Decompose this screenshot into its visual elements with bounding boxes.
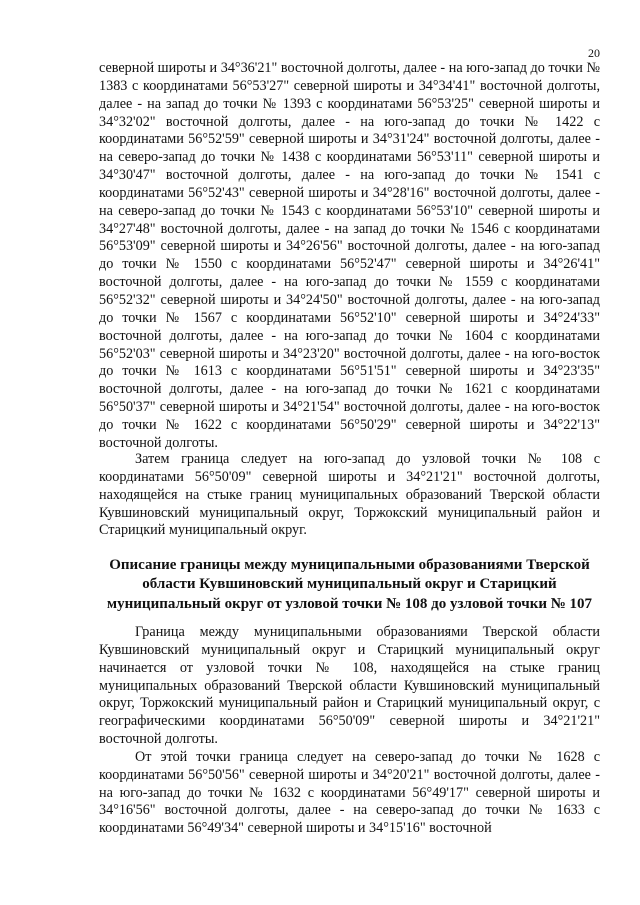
paragraph-boundary-route: От этой точки граница следует на северо-запад до точки № 1628 с координатами 56°50'56" северной широты и 34°20'21" восточной долготы, далее - на юго-запад до точки № 1632 с координатами 56°49'17" северной широты и 34°16'56" восточной долготы, далее - на северо-запад до точки № 1633 с координатами 56°49'34" северной широты и 34°15'16" восточной [99, 748, 600, 837]
body-text-block-3 [99, 624, 600, 838]
paragraph-boundary-start: Граница между муниципальными образованиями Тверской области Кувшиновский муниципальный округ и Старицкий муниципальный округ начинается от узловой точки № 108, находящейся на стыке границ муниципальных образований Тверской области Кувшиновский муниципальный округ, Торжокский муниципальный район и Старицкий муниципальный округ, с географическими координатами 56°50'09" северной широты и 34°21'21" восточной долготы. [99, 624, 600, 748]
paragraph-continuation: северной широты и 34°36'21" восточной долготы, далее - на юго-запад до точки № 1383 с координатами 56°53'27" северной широты и 34°34'41" восточной долготы, далее - на запад до точки № 1393 с координатами 56°53'25" северной широты и 34°32'02" восточной долготы, далее - на юго-запад до точки № 1422 с координатами 56°52'59" северной широты и 34°31'24" восточной долготы, далее - на северо-запад до точки № 1438 с координатами 56°53'11" северной широты и 34°30'47" восточной долготы, далее - на юго-запад до точки № 1541 с координатами 56°52'43" северной широты и 34°28'16" восточной долготы, далее - на северо-запад до точки № 1543 с координатами 56°53'10" северной широты и 34°27'48" восточной долготы, далее - на запад до точки № 1546 с координатами 56°53'09" северной широты и 34°26'56" восточной долготы, далее - на юго-запад до точки № 1550 с координатами 56°52'47" северной широты и 34°26'41" восточной долготы, далее - на юго-запад до точки № 1559 с координатами 56°52'32" северной широты и 34°24'50" восточной долготы, далее - на юго-запад до точки № 1567 с координатами 56°52'10" северной широты и 34°24'33" восточной долготы, далее - на юго-запад до точки № 1604 с координатами 56°52'03" северной широты и 34°23'20" восточной долготы, далее - на юго-восток до точки № 1613 с координатами 56°51'51" северной широты и 34°23'35" восточной долготы, далее - на юго-запад до точки № 1621 с координатами 56°50'37" северной широты и 34°21'54" восточной долготы, далее - на юго-восток до точки № 1622 с координатами 56°50'29" северной широты и 34°22'13" восточной долготы. [99, 60, 600, 451]
section-heading: Описание границы между муниципальными образованиями Тверской области Кувшиновский муниципальный округ и Старицкий муниципальный округ от узловой точки № 108 до узловой точки № 107 [106, 557, 593, 612]
paragraph-junction-point: Затем граница следует на юго-запад до узловой точки № 108 с координатами 56°50'09" северной широты и 34°21'21" восточной долготы, находящейся на стыке границ муниципальных образований Тверской области Кувшиновский муниципальный округ, Торжокский муниципальный район и Старицкий муниципальный округ. [99, 451, 600, 539]
body-text-block-1 [99, 60, 600, 453]
page-number: 20 [588, 46, 600, 60]
body-text-block-2 [99, 451, 600, 540]
